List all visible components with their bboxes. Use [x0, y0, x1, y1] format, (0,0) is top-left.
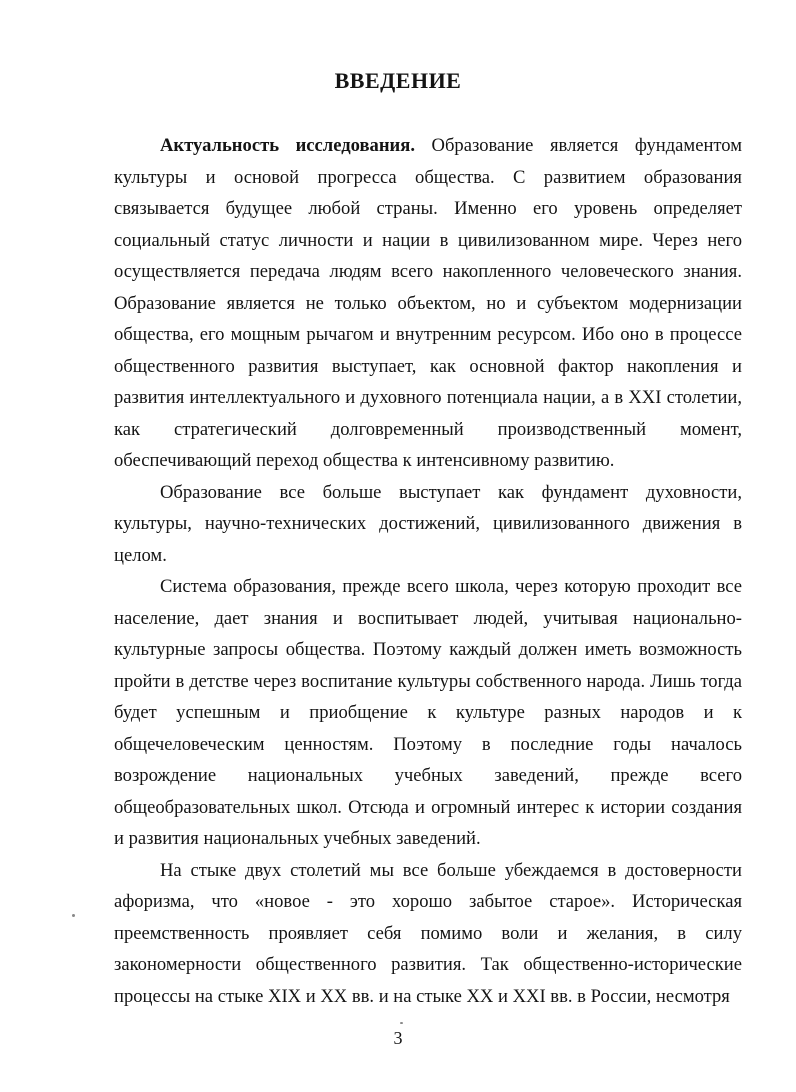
- paragraph-lead: Актуальность исследования.: [160, 135, 415, 156]
- scan-speck: [400, 1022, 403, 1024]
- paragraph-centuries: На стыке двух столетий мы все больше убеждаемся в достоверности афоризма, что «новое - это хорошо забытое старое». Историческая преемственность проявляет себя помимо воли и желания, в силу закономерности общественного развития. Так общественно-исторические процессы на стыке XIX и XX вв. и на стыке XX и XXI вв. в России, несмотря: [114, 859, 742, 1007]
- page-number: 3: [393, 1028, 403, 1048]
- scan-speck: [72, 914, 75, 917]
- paragraph-foundation: Образование все больше выступает как фундамент духовности, культуры, научно-технических достижений, цивилизованного движения в целом.: [114, 481, 742, 566]
- paragraph-text: Образование является фундаментом культуры и основой прогресса общества. С развитием образования связывается будущее любой страны. Именно его уровень определяет социальный статус личности и нации в цивилизованном мире. Через него осуществляется передача людям всего накопленного человеческого знания. Образование является не только объектом, но и субъектом модернизации общества, его мощным рычагом и внутренним ресурсом. Ибо оно в процессе общественного развития выступает, как основной фактор накопления и развития интеллектуального и духовного потенциала нации, а в XXI столетии, как стратегический долговременный производственный момент, обеспечивающий переход общества к интенсивному развитию.: [114, 135, 742, 471]
- body-text: [114, 130, 742, 1012]
- page-title: ВВЕДЕНИЕ: [334, 68, 462, 93]
- paragraph-system: Система образования, прежде всего школа, через которую проходит все население, дает знания и воспитывает людей, учитывая национально-культурные запросы общества. Поэтому каждый должен иметь возможность пройти в детстве через воспитание культуры собственного народа. Лишь тогда будет успешным и приобщение к культуре разных народов и к общечеловеческим ценностям. Поэтому в последние годы началось возрождение национальных учебных заведений, прежде всего общеобразовательных школ. Отсюда и огромный интерес к истории создания и развития национальных учебных заведений.: [114, 576, 742, 849]
- paragraph-relevance: [114, 130, 742, 477]
